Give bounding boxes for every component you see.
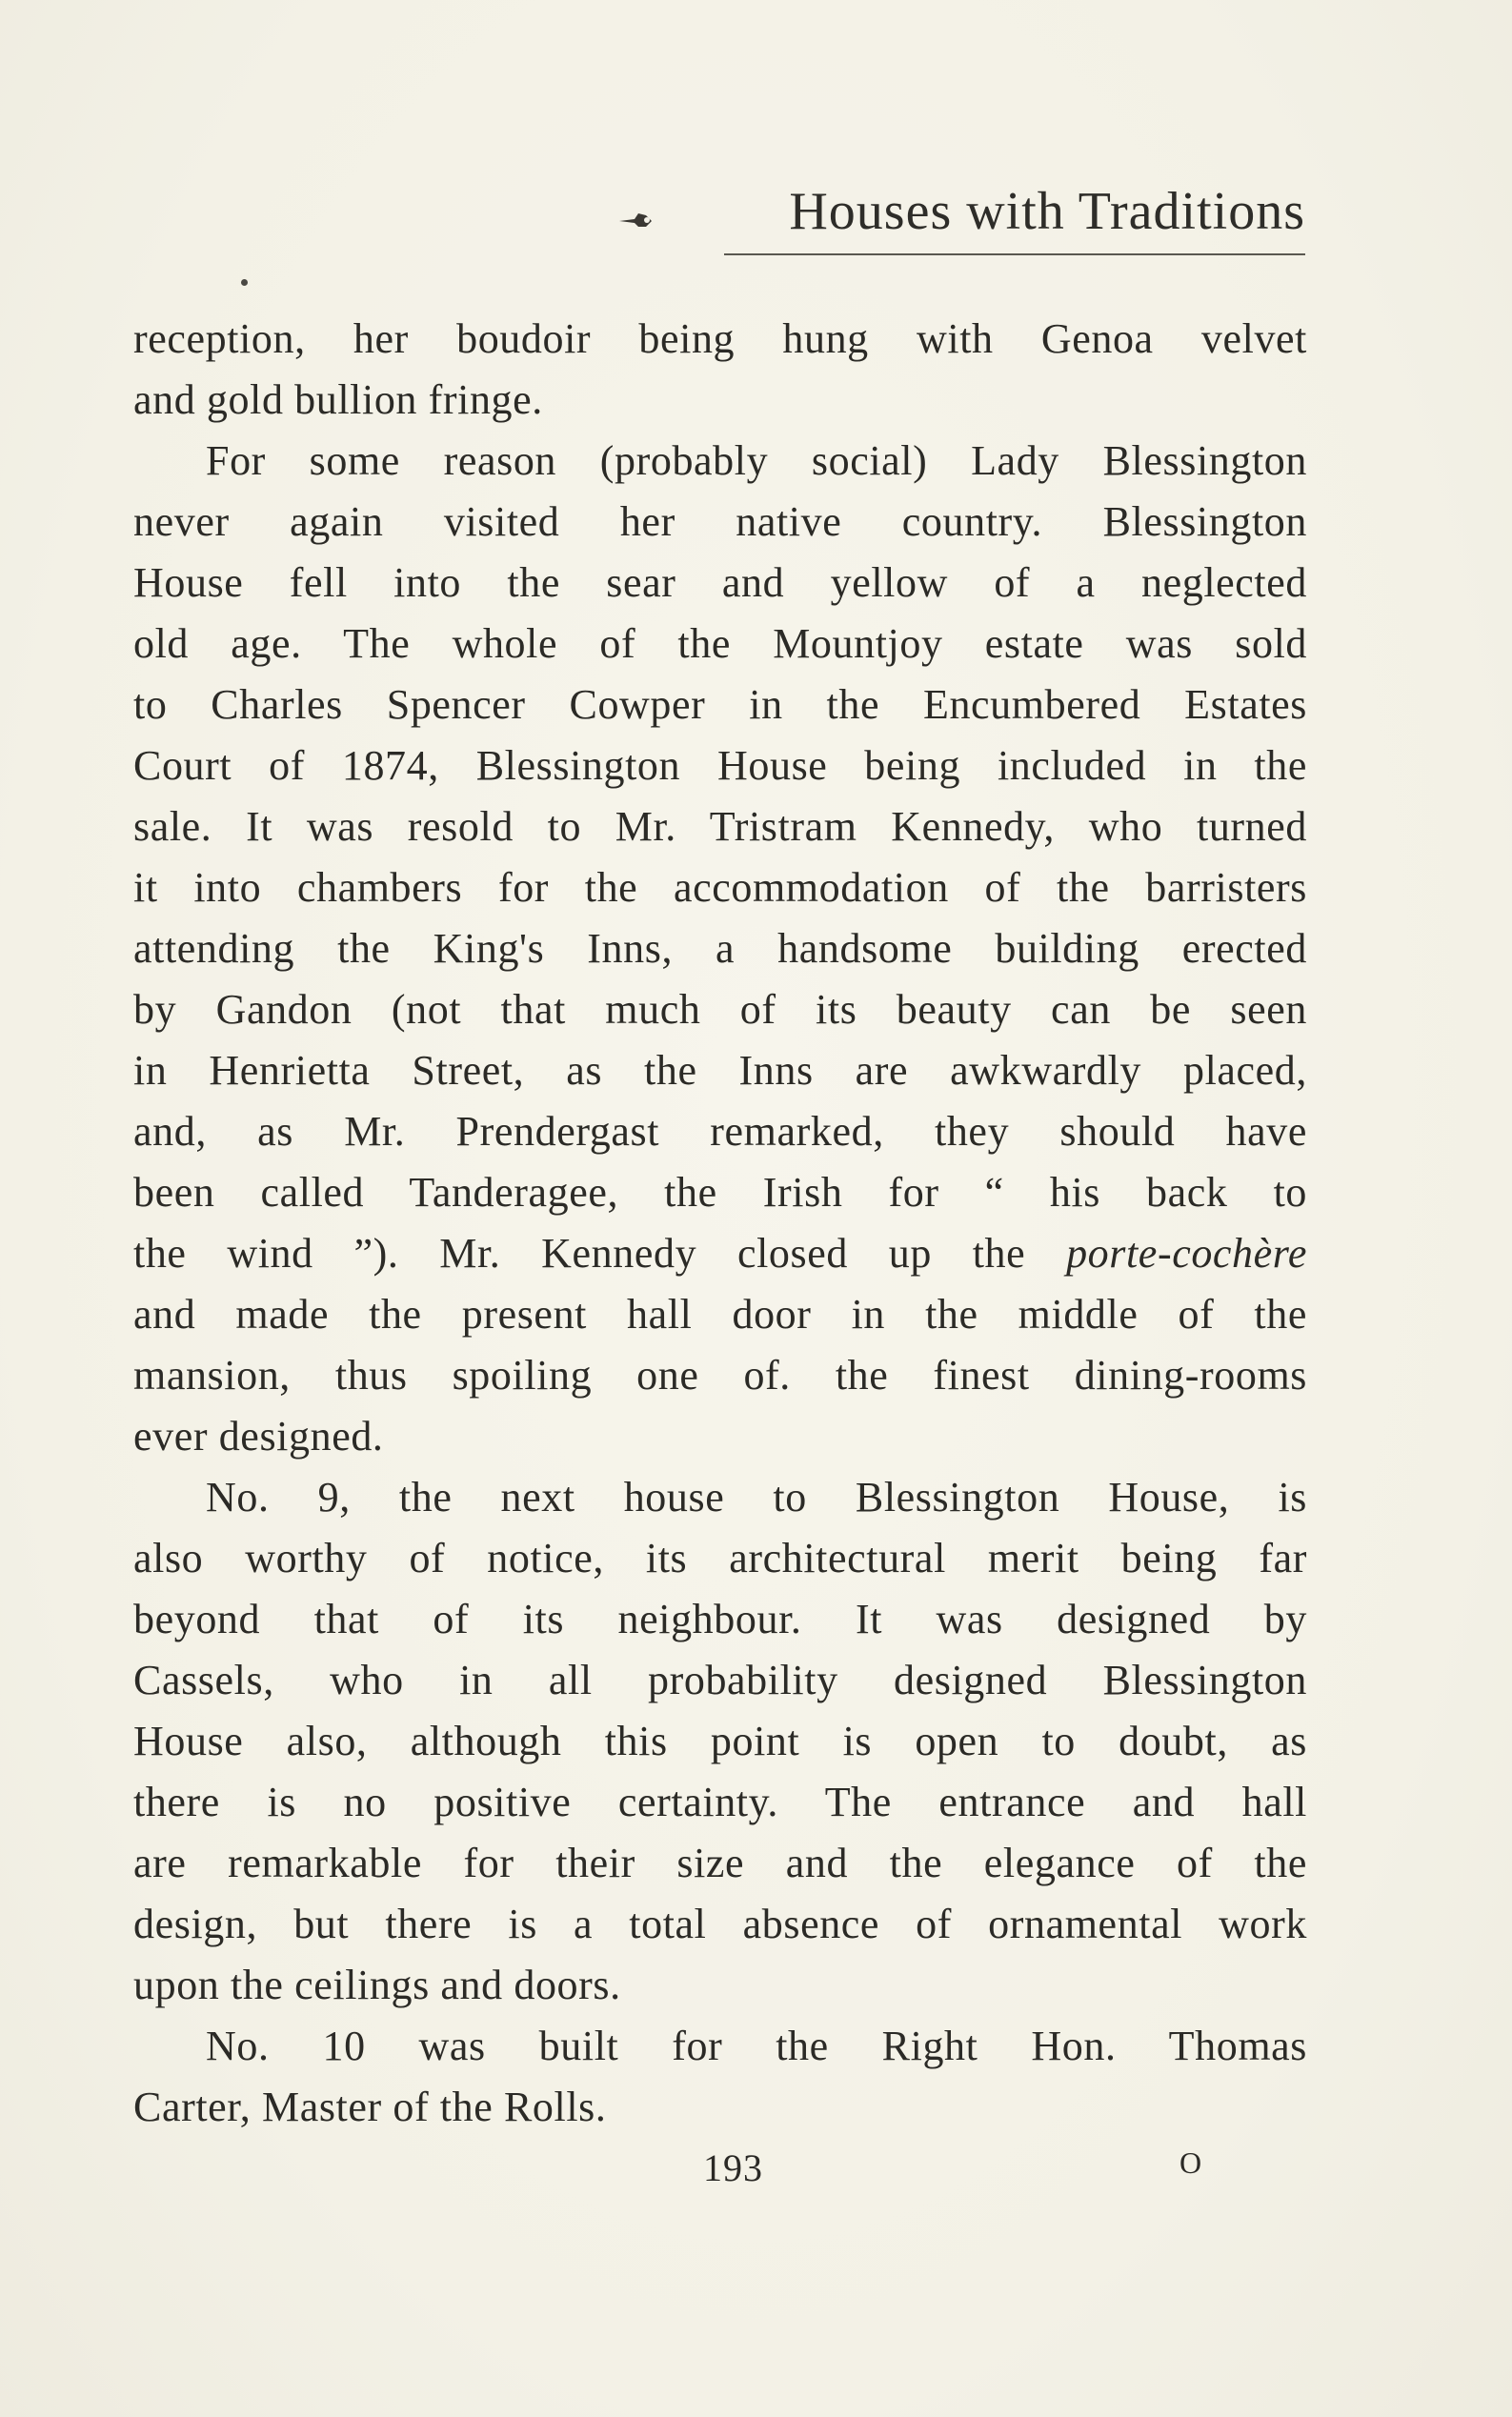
text-line: No. 10 was built for the Right Hon. Thomas (206, 2023, 1307, 2069)
body-text (133, 309, 1307, 2138)
header-rule (724, 253, 1305, 255)
page-footer (0, 2134, 1512, 2201)
text-line: and, as Mr. Prendergast remarked, they should have (133, 1108, 1307, 1155)
text-segment: the wind ”). Mr. Kennedy closed up the (133, 1230, 1067, 1277)
text-line: by Gandon (not that much of its beauty can be seen (133, 986, 1307, 1033)
text-line: old age. The whole of the Mountjoy estate was sold (133, 620, 1307, 667)
text-line: mansion, thus spoiling one of. the finest dining-rooms (133, 1352, 1307, 1399)
pointing-hand-icon (617, 206, 655, 234)
text-line: Court of 1874, Blessington House being included in the (133, 742, 1307, 789)
page-number: 193 (703, 2146, 763, 2189)
text-line: design, but there is a total absence of ornamental work (133, 1901, 1307, 1947)
text-line: are remarkable for their size and the elegance of the (133, 1840, 1307, 1886)
signature-mark: O (1179, 2145, 1202, 2180)
text-line: attending the King's Inns, a handsome building erected (133, 925, 1307, 972)
text-line: been called Tanderagee, the Irish for “ his back to (133, 1169, 1307, 1216)
text-line: Carter, Master of the Rolls. (133, 2084, 607, 2130)
header-title: Houses with Traditions (789, 182, 1305, 241)
running-header (610, 171, 1305, 257)
text-line-with-italic (133, 1223, 1307, 1284)
text-line: No. 9, the next house to Blessington House, is (206, 1474, 1307, 1521)
text-line: House also, although this point is open to doubt, as (133, 1718, 1307, 1764)
text-line: and made the present hall door in the middle of the (133, 1291, 1307, 1338)
text-line: For some reason (probably social) Lady Blessington (206, 437, 1307, 484)
text-line: reception, her boudoir being hung with Genoa velvet (133, 315, 1307, 362)
italic-phrase: porte-cochère (1066, 1230, 1307, 1277)
text-line: Cassels, who in all probability designed Blessington (133, 1657, 1307, 1703)
ink-speck (241, 279, 248, 286)
text-line: beyond that of its neighbour. It was designed by (133, 1596, 1307, 1642)
text-line: ever designed. (133, 1413, 384, 1460)
text-line: there is no positive certainty. The entrance and hall (133, 1779, 1307, 1825)
text-line: House fell into the sear and yellow of a neglected (133, 559, 1307, 606)
text-line: and gold bullion fringe. (133, 376, 543, 423)
text-line: also worthy of notice, its architectural merit being far (133, 1535, 1307, 1581)
text-line: never again visited her native country. Blessington (133, 498, 1307, 545)
text-line: it into chambers for the accommodation of the barristers (133, 864, 1307, 911)
text-line: to Charles Spencer Cowper in the Encumbered Estates (133, 681, 1307, 728)
text-line: upon the ceilings and doors. (133, 1962, 621, 2008)
text-line: in Henrietta Street, as the Inns are awkwardly placed, (133, 1047, 1307, 1094)
text-line: sale. It was resold to Mr. Tristram Kennedy, who turned (133, 803, 1307, 850)
